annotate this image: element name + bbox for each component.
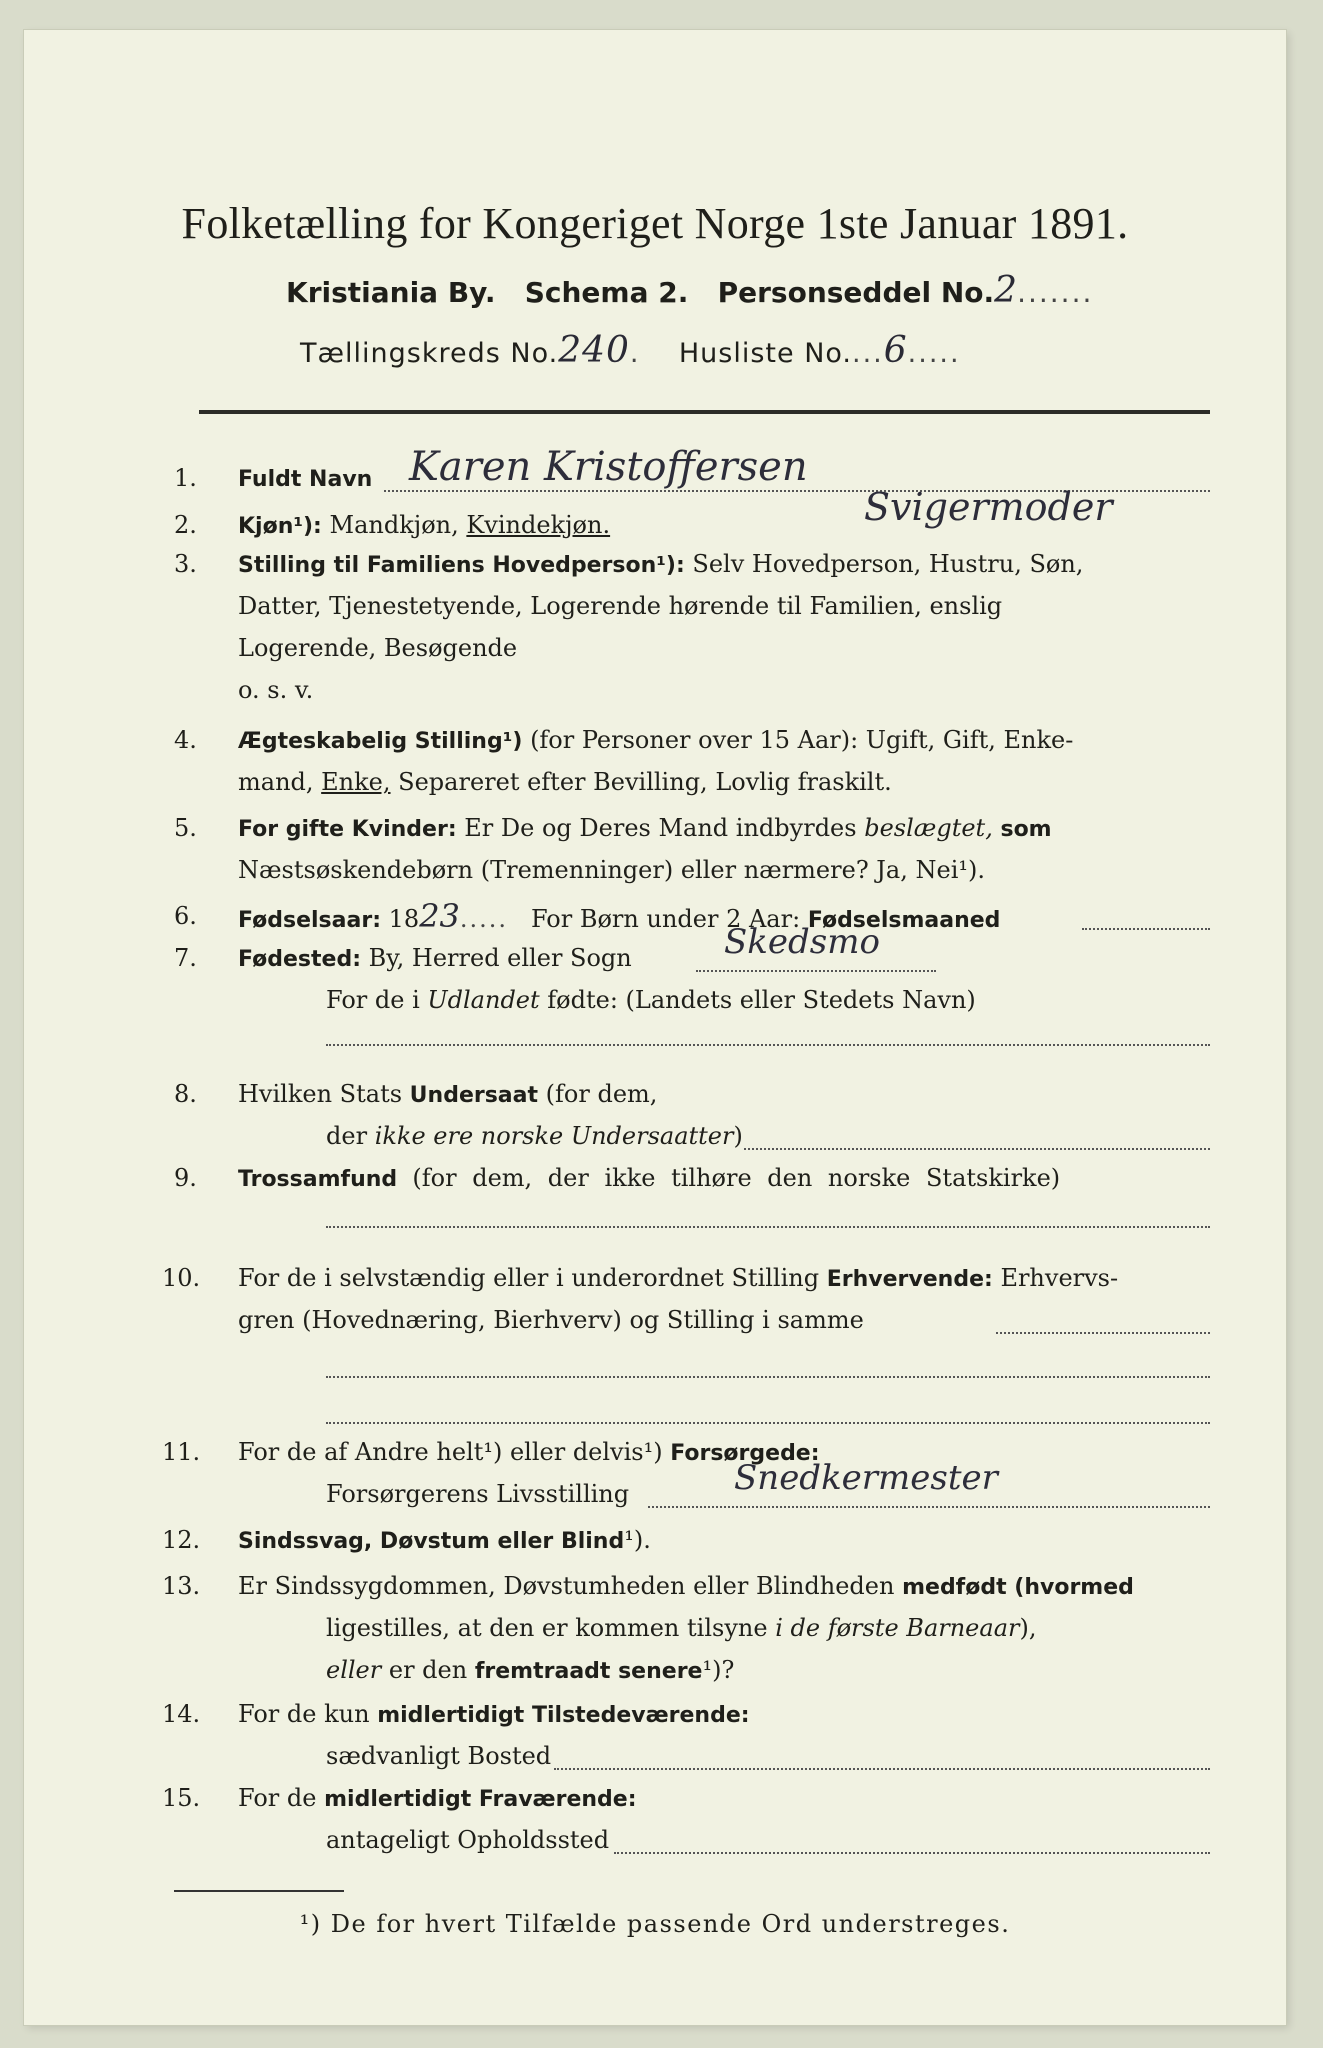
- family-position-value: Svigermoder: [864, 485, 1113, 529]
- footnote-rule: [174, 1890, 344, 1892]
- header-line-1: Kristiania By. Schema 2. Personseddel No.2.......: [286, 270, 1094, 311]
- census-form: Folketælling for Kongeriget Norge 1ste Januar 1891. Kristiania By. Schema 2. Personseddel No.2....... Tællingskreds No.240. Husliste No....6..... 1. Fuldt Navn Karen Kristoffersen 2. Kjøn¹): Mandkjøn, Kvindekjøn. Svigermoder 3. Stilling til Familiens Hovedperson¹): Selv Hovedperson, Hustru, Søn, Datter, Tjenestetyende, Logerende hørende til Familien, enslig Logerende, Besøgende o. s. v. 4. Ægteskabelig Stilling¹) (for Personer over 15 Aar): Ugift, Gift, Enke- mand, Enke, Separeret efter Bevilling, Lovlig fraskilt. 5. For gifte Kvinder: Er De og Deres Mand indbyrdes beslægtet, som Næstsøskendebørn (Tremenninger) eller nærmere? Ja, Nei¹). 6. Fødselsaar: 1823..... For Børn under 2 Aar: Fødselsmaaned 7. Fødested: By, Herred eller Sogn Skedsmo For de i Udlandet fødte: (Landets eller Stedets Navn) 8. Hvilken Stats Undersaat (for dem, der ikke ere norske Undersaatter) 9. Trossamfund (for dem, der ikke tilhøre den norske Statskirke) 10. For de i selvstændig eller i underordnet Stilling Erhvervende: Erhvervs- gren (Hovednæring, Bierhverv) og Stilling i samme 11. For de af Andre helt¹) eller delvis¹) Forsørgede: Forsørgerens Livsstilling Snedkermester 12. Sindssvag, Døvstum eller Blind¹). 13. Er Sindssygdommen, Døvstumheden eller Blindheden medfødt (hvormed ligestilles, at den er kommen tilsyne i de første Barneaar), eller er den fremtraadt senere¹)? 14. For de kun midlertidigt Tilstedeværende: sædvanligt Bosted 15. For de midlertidigt Fraværende: antageligt Opholdssted ¹) De for hvert Tilfælde passende Ord understreges.: [24, 30, 1286, 2025]
- husliste-number: 6: [883, 330, 908, 371]
- seddel-number: 2: [994, 270, 1018, 311]
- form-title: Folketælling for Kongeriget Norge 1ste Januar 1891.: [181, 199, 1129, 248]
- header-line-2: Tællingskreds No.240. Husliste No....6.....: [300, 330, 961, 371]
- header-rule: [199, 410, 1210, 414]
- full-name-value: Karen Kristoffersen: [409, 444, 808, 490]
- footnote: ¹) De for hvert Tilfælde passende Ord understreges.: [299, 1910, 1011, 1938]
- birthplace-value: Skedsmo: [724, 922, 880, 962]
- provider-occupation-value: Snedkermester: [734, 1458, 998, 1498]
- kreds-number: 240: [558, 330, 630, 371]
- birth-year-value: 23: [419, 897, 460, 935]
